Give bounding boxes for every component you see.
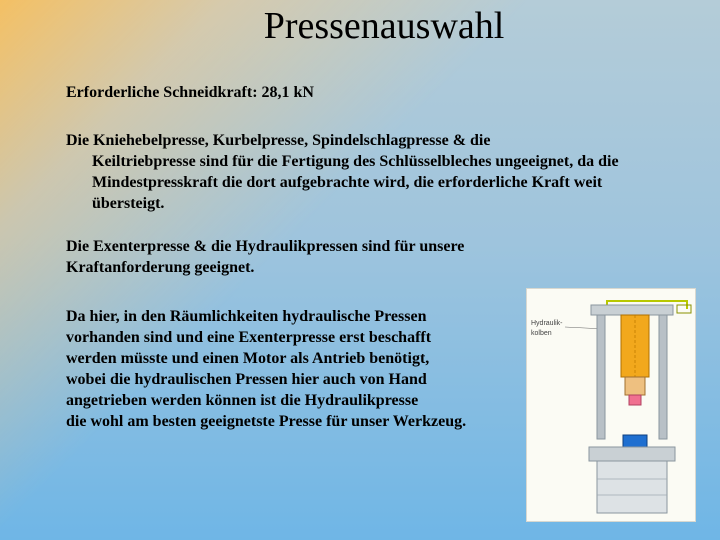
press-bed <box>589 447 675 461</box>
unsuitable-presses-rest: Keiltriebpresse sind für die Fertigung des Schlüsselbleches ungeeignet, da die Mindestpresskraft die dort aufgebrachte wird, die erforderliche Kraft weit übersteigt. <box>92 153 619 212</box>
ram-tip <box>629 395 641 405</box>
conclusion-paragraph <box>66 306 536 432</box>
unsuitable-presses-paragraph <box>66 130 676 214</box>
hydraulic-piston-label-line1: Hydraulik- <box>531 320 563 327</box>
suitable-presses-paragraph: Die Exenterpresse & die Hydraulikpressen sind für unsere Kraftanforderung geeignet. <box>66 238 465 276</box>
conclusion-line: wobei die hydraulischen Pressen hier auch von Hand <box>66 371 427 388</box>
ram <box>625 377 645 395</box>
unsuitable-presses-first-line: Die Kniehebelpresse, Kurbelpresse, Spindelschlagpresse & die <box>66 132 491 149</box>
die-block <box>623 435 647 447</box>
conclusion-line: vorhanden sind und eine Exenterpresse erst beschafft <box>66 329 432 346</box>
press-column-right <box>659 315 667 439</box>
press-column-left <box>597 315 605 439</box>
slide-title: Pressenauswahl <box>263 5 505 47</box>
conclusion-line: angetrieben werden können ist die Hydraulikpresse <box>66 392 419 409</box>
required-force-text: Erforderliche Schneidkraft: 28,1 kN <box>66 84 314 101</box>
hydraulic-piston-label-line2: kolben <box>531 330 552 337</box>
conclusion-line: die wohl am besten geeignetste Presse für unser Werkzeug. <box>66 413 467 430</box>
hydraulic-press-drawing <box>527 289 695 521</box>
hydraulic-press-diagram <box>526 288 696 522</box>
conclusion-line: werden müsste und einen Motor als Antrieb benötigt, <box>66 350 430 367</box>
valve-icon <box>677 305 691 313</box>
press-base <box>597 461 667 513</box>
conclusion-line: Da hier, in den Räumlichkeiten hydraulische Pressen <box>66 308 427 325</box>
press-frame-top <box>591 305 673 315</box>
